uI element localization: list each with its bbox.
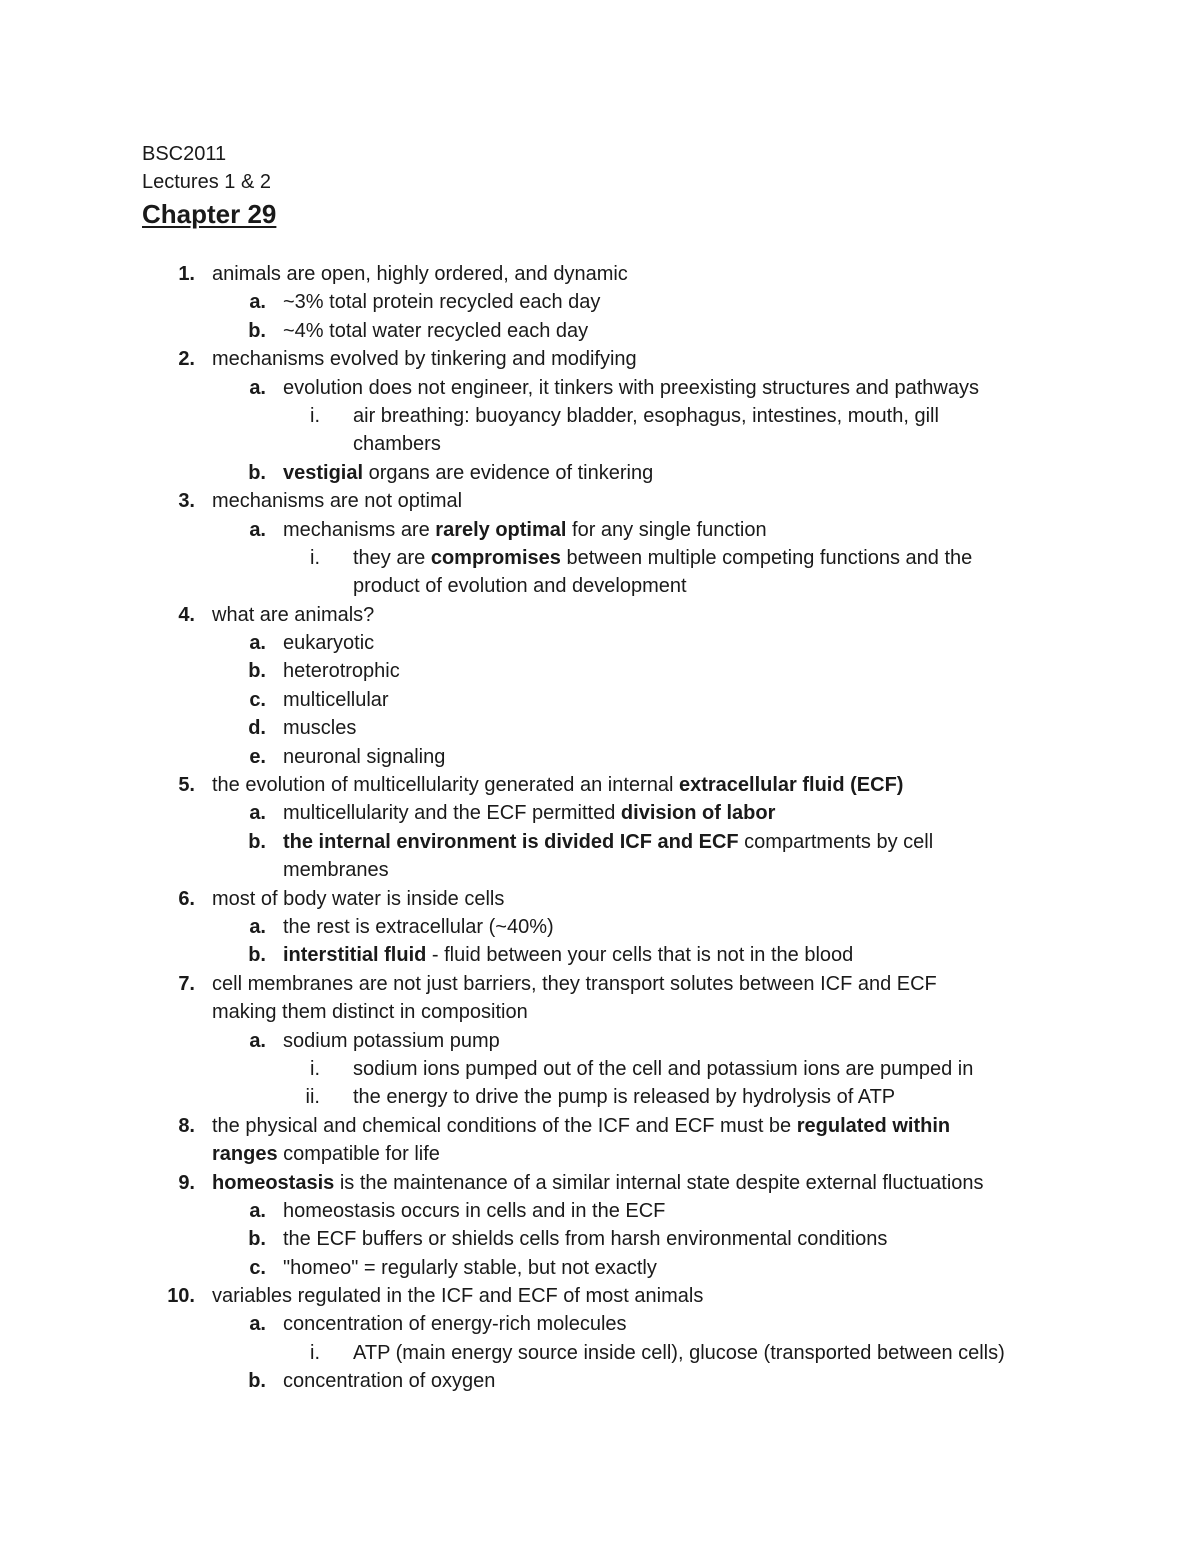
outline-item <box>0 629 1200 657</box>
outline-item <box>0 714 1200 742</box>
text-run: eukaryotic <box>283 632 375 655</box>
outline-text <box>283 629 374 657</box>
text-run: muscles <box>283 717 357 740</box>
outline-text <box>283 913 554 941</box>
list-marker: b. <box>248 1228 266 1251</box>
list-marker: 5. <box>178 774 195 797</box>
outline-item <box>0 856 1200 884</box>
outline-text <box>283 288 600 316</box>
outline-item <box>0 799 1200 827</box>
outline-item <box>0 345 1200 373</box>
outline-item <box>0 1083 1200 1111</box>
outline-text <box>212 1169 984 1197</box>
outline-item <box>0 657 1200 685</box>
text-run: chambers <box>353 433 441 456</box>
list-marker: 9. <box>178 1171 195 1194</box>
text-run: multicellular <box>283 688 389 711</box>
list-marker: i. <box>310 1057 320 1080</box>
outline-text <box>353 1055 973 1083</box>
list-marker: b. <box>248 660 266 683</box>
text-run: sodium potassium pump <box>283 1029 500 1052</box>
outline-item <box>0 1197 1200 1225</box>
outline-item <box>0 1310 1200 1338</box>
list-marker: 8. <box>178 1114 195 1137</box>
list-marker: a. <box>249 1199 266 1222</box>
list-marker: b. <box>248 319 266 342</box>
outline-item <box>0 402 1200 430</box>
text-run: - fluid between your cells that is not in the blood <box>426 944 854 967</box>
outline-item <box>0 317 1200 345</box>
outline-text <box>283 1367 495 1395</box>
bold-term: compromises <box>430 546 561 569</box>
outline-item <box>0 1254 1200 1282</box>
text-run: concentration of energy-rich molecules <box>283 1313 627 1336</box>
outline-text <box>353 1339 1005 1367</box>
bold-term: vestigial <box>283 461 364 484</box>
outline-text <box>283 459 653 487</box>
outline-text <box>212 1140 440 1168</box>
text-run: for any single function <box>566 518 767 541</box>
list-marker: i. <box>310 1341 320 1364</box>
text-run: the evolution of multicellularity generated an internal <box>212 774 679 797</box>
outline-text <box>283 856 389 884</box>
text-run: sodium ions pumped out of the cell and potassium ions are pumped in <box>353 1057 974 1080</box>
list-marker: 7. <box>178 972 195 995</box>
list-marker: i. <box>310 404 320 427</box>
text-run: mechanisms are not optimal <box>212 490 463 513</box>
outline-text <box>283 799 775 827</box>
outline-text <box>283 1027 500 1055</box>
text-run: is the maintenance of a similar internal state despite external fluctuations <box>334 1171 984 1194</box>
outline-text <box>353 430 441 458</box>
text-run: between multiple competing functions and the <box>560 546 973 569</box>
outline-text <box>353 572 687 600</box>
outline-item <box>0 1112 1200 1140</box>
list-marker: a. <box>249 802 266 825</box>
outline-text <box>283 317 588 345</box>
outline-text <box>283 743 445 771</box>
list-marker: b. <box>248 944 266 967</box>
list-marker: c. <box>249 1256 266 1279</box>
text-run: mechanisms are <box>283 518 436 541</box>
outline-text <box>212 771 903 799</box>
outline-item <box>0 516 1200 544</box>
outline-item <box>0 771 1200 799</box>
text-run: product of evolution and development <box>353 575 687 598</box>
bold-term: the internal environment is divided ICF and ECF <box>283 830 739 853</box>
outline-text <box>353 544 972 572</box>
list-marker: b. <box>248 461 266 484</box>
bold-term: ranges <box>212 1143 278 1166</box>
outline-item <box>0 1055 1200 1083</box>
outline-text <box>212 1112 950 1140</box>
list-marker: b. <box>248 1370 266 1393</box>
outline-item <box>0 885 1200 913</box>
text-run: homeostasis occurs in cells and in the ECF <box>283 1199 666 1222</box>
text-run: they are <box>353 546 431 569</box>
outline-item <box>0 941 1200 969</box>
bold-term: extracellular fluid (ECF) <box>678 774 904 797</box>
outline-text <box>212 1282 703 1310</box>
outline-item <box>0 686 1200 714</box>
list-marker: a. <box>249 915 266 938</box>
text-run: multicellularity and the ECF permitted <box>283 802 621 825</box>
list-marker: ii. <box>305 1086 320 1109</box>
text-run: concentration of oxygen <box>283 1370 496 1393</box>
list-marker: d. <box>248 717 266 740</box>
text-run: air breathing: buoyancy bladder, esophagus, intestines, mouth, gill <box>353 404 939 427</box>
list-marker: i. <box>310 546 320 569</box>
outline-item <box>0 1027 1200 1055</box>
course-code: BSC2011 <box>142 143 227 165</box>
list-marker: a. <box>249 518 266 541</box>
list-marker: 1. <box>178 263 195 285</box>
text-run: "homeo" = regularly stable, but not exactly <box>283 1256 657 1279</box>
outline-text <box>283 1310 627 1338</box>
text-run: evolution does not engineer, it tinkers with preexisting structures and pathways <box>283 376 979 399</box>
text-run: animals are open, highly ordered, and dynamic <box>212 263 628 285</box>
outline-item <box>0 1339 1200 1367</box>
list-marker: 6. <box>178 887 195 910</box>
outline-text <box>212 345 637 373</box>
text-run: membranes <box>283 859 389 882</box>
outline-text <box>212 970 937 998</box>
outline-item <box>0 572 1200 600</box>
outline-text <box>353 1083 895 1111</box>
text-run: the ECF buffers or shields cells from harsh environmental conditions <box>283 1228 888 1251</box>
outline-item <box>0 828 1200 856</box>
list-marker: 3. <box>178 490 195 513</box>
outline-text <box>212 260 628 288</box>
outline-text <box>283 1197 665 1225</box>
outline-text <box>283 828 933 856</box>
list-marker: a. <box>249 1029 266 1052</box>
outline-item <box>0 430 1200 458</box>
outline-text <box>212 998 528 1026</box>
outline-text <box>353 402 939 430</box>
list-marker: e. <box>249 745 266 768</box>
text-run: neuronal signaling <box>283 745 446 768</box>
text-run: the energy to drive the pump is released by hydrolysis of ATP <box>353 1086 896 1109</box>
outline-item <box>0 1140 1200 1168</box>
list-marker: a. <box>249 632 266 655</box>
bold-term: homeostasis <box>212 1171 335 1194</box>
outline-item <box>0 288 1200 316</box>
bold-term: rarely optimal <box>435 518 567 541</box>
bold-term: division of labor <box>620 802 776 825</box>
outline-text <box>212 885 504 913</box>
text-run: ~3% total protein recycled each day <box>283 291 601 314</box>
bold-term: interstitial fluid <box>283 944 427 967</box>
text-run: organs are evidence of tinkering <box>363 461 654 484</box>
list-marker: a. <box>249 1313 266 1336</box>
outline-item <box>0 1282 1200 1310</box>
outline-text <box>283 516 767 544</box>
list-marker: a. <box>249 376 266 399</box>
text-run: compatible for life <box>277 1143 440 1166</box>
outline-item <box>0 1169 1200 1197</box>
outline-text <box>283 714 356 742</box>
bold-term: regulated within <box>796 1114 951 1137</box>
outline-text <box>283 657 400 685</box>
text-run: heterotrophic <box>283 660 400 683</box>
outline-text <box>283 1254 657 1282</box>
text-run: what are animals? <box>212 603 375 626</box>
text-run: the rest is extracellular (~40%) <box>283 915 554 938</box>
list-marker: b. <box>248 830 266 853</box>
outline-item <box>0 970 1200 998</box>
outline-item <box>0 601 1200 629</box>
notes-outline <box>0 260 1200 1396</box>
outline-item <box>0 998 1200 1026</box>
text-run: variables regulated in the ICF and ECF of most animals <box>212 1285 704 1308</box>
outline-text <box>283 1225 887 1253</box>
text-run: mechanisms evolved by tinkering and modifying <box>212 348 637 371</box>
list-marker: 2. <box>178 348 195 371</box>
text-run: ATP (main energy source inside cell), glucose (transported between cells) <box>353 1341 1005 1364</box>
outline-item <box>0 459 1200 487</box>
outline-item <box>0 374 1200 402</box>
text-run: making them distinct in composition <box>212 1001 528 1024</box>
chapter-title: Chapter 29 <box>142 199 277 229</box>
outline-text <box>283 686 389 714</box>
outline-item <box>0 913 1200 941</box>
list-marker: a. <box>249 291 266 314</box>
outline-item <box>0 544 1200 572</box>
text-run: cell membranes are not just barriers, they transport solutes between ICF and ECF <box>212 972 937 995</box>
outline-item <box>0 260 1200 288</box>
list-marker: 4. <box>178 603 195 626</box>
outline-item <box>0 743 1200 771</box>
outline-text <box>283 374 979 402</box>
outline-item <box>0 1225 1200 1253</box>
outline-text <box>212 487 462 515</box>
list-marker: 10. <box>167 1285 195 1308</box>
text-run: the physical and chemical conditions of the ICF and ECF must be <box>212 1114 797 1137</box>
lecture-label: Lectures 1 & 2 <box>142 171 271 193</box>
outline-text <box>212 601 374 629</box>
text-run: compartments by cell <box>738 830 934 853</box>
outline-item <box>0 487 1200 515</box>
list-marker: c. <box>249 688 266 711</box>
outline-text <box>283 941 853 969</box>
text-run: most of body water is inside cells <box>212 887 505 910</box>
text-run: ~4% total water recycled each day <box>283 319 589 342</box>
outline-item <box>0 1367 1200 1395</box>
